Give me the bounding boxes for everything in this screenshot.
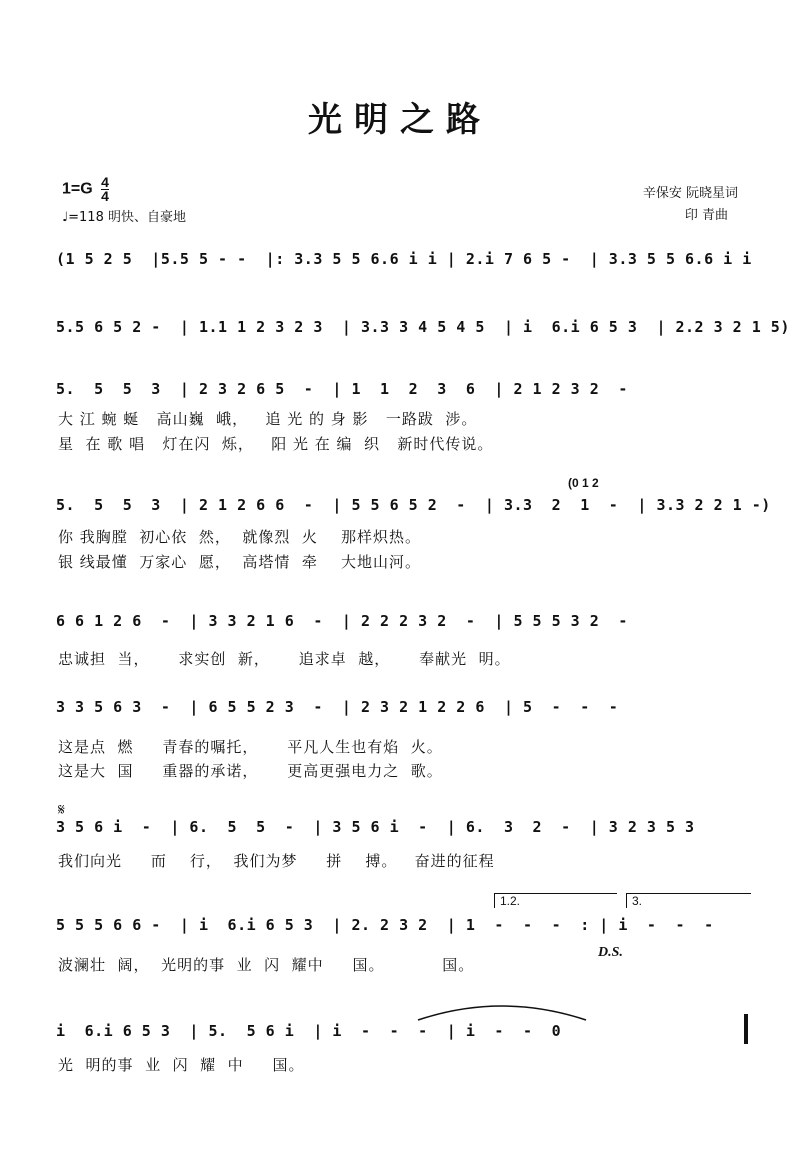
final-barline: [744, 1014, 748, 1044]
volta-label-2: 3.: [632, 894, 643, 908]
dal-segno-mark: D.S.: [598, 945, 623, 960]
score-line-8: [56, 916, 756, 946]
score-line-9: [56, 1022, 756, 1052]
lyric-line-3b: 星 在 歌 唱 灯在闪 烁， 阳 光 在 编 织 新时代传说。: [58, 435, 494, 453]
score-line-5: [56, 612, 756, 642]
lyric-line-6b: 这是大 国 重器的承诺， 更高更强电力之 歌。: [58, 762, 443, 780]
notes-line-4: 5. 5 5 3 | 2 1 2 6 6 - | 5 5 6 5 2 - | 3.3 2 1 - | 3.3 2 2 1 -): [56, 496, 771, 514]
score-line-2: [56, 318, 790, 348]
composer-credit: 印 青曲: [684, 208, 728, 223]
lyric-line-9a: 光 明的事 业 闪 耀 中 国。: [58, 1056, 305, 1074]
lyric-line-4b: 银 线最懂 万家心 愿， 高塔情 牵 大地山河。: [58, 553, 421, 571]
notes-line-9: i 6.i 6 5 3 | 5. 5 6 i | i - - - | i - - 0: [56, 1022, 562, 1040]
volta-bracket-2: [626, 893, 751, 908]
lyric-line-6a: 这是点 燃 青春的嘱托， 平凡人生也有焰 火。: [58, 738, 443, 756]
lyricist-credit: 辛保安 阮晓星词: [642, 186, 738, 201]
notes-line-2: 5.5 6 5 2 - | 1.1 1 2 3 2 3 | 3.3 3 4 5 4 5 | i 6.i 6 5 3 | 2.2 3 2 1 5): [56, 318, 790, 336]
key-signature: [62, 176, 109, 203]
volta-label-1: 1.2.: [500, 894, 521, 908]
key-label: 1=G: [62, 180, 93, 198]
lyric-line-7a: 我们向光 而 行， 我们为梦 拼 搏。 奋进的征程: [58, 852, 495, 870]
score-line-7: [56, 818, 756, 848]
notes-line-6: 3 3 5 6 3 - | 6 5 5 2 3 - | 2 3 2 1 2 2 6 | 5 - - -: [56, 698, 619, 716]
notes-line-1: (1 5 2 5 |5.5 5 - - |: 3.3 5 5 6.6 i i | 2.i 7 6 5 - | 3.3 5 5 6.6 i i: [56, 250, 752, 268]
lyric-line-3a: 大 江 蜿 蜒 高山巍 峨， 追 光 的 身 影 一路跋 涉。: [58, 410, 478, 428]
notes-line-3: 5. 5 5 3 | 2 3 2 6 5 - | 1 1 2 3 6 | 2 1 2 3 2 -: [56, 380, 628, 398]
score-line-4: [56, 496, 771, 526]
page-title: 光明之路: [308, 100, 492, 140]
pickup-notes: (0 1 2: [568, 476, 599, 490]
time-bottom: 4: [101, 188, 109, 204]
notes-line-8: 5 5 5 6 6 - | i 6.i 6 5 3 | 2. 2 3 2 | 1 - - - : | i - - -: [56, 916, 714, 934]
notes-line-7: 3 5 6 i - | 6. 5 5 - | 3 5 6 i - | 6. 3 2 - | 3 2 3 5 3: [56, 818, 695, 836]
lyric-line-8a: 波澜壮 阔， 光明的事 业 闪 耀中 国。 国。: [58, 956, 475, 974]
tie-arc: [414, 998, 590, 1024]
score-line-3: [56, 380, 756, 410]
segno-icon: 𝄋: [58, 800, 65, 819]
score-line-1: [56, 250, 756, 280]
time-top: 4: [101, 174, 109, 190]
lyric-line-5a: 忠诚担 当， 求实创 新， 追求卓 越， 奉献光 明。: [58, 650, 511, 668]
tempo-marking: ♩=118 明快、自豪地: [62, 210, 186, 225]
score-line-6: [56, 698, 756, 728]
lyric-line-4a: 你 我胸膛 初心依 然， 就像烈 火 那样炽热。: [58, 528, 421, 546]
time-signature: [101, 176, 109, 203]
notes-line-5: 6 6 1 2 6 - | 3 3 2 1 6 - | 2 2 2 3 2 - | 5 5 5 3 2 -: [56, 612, 628, 630]
